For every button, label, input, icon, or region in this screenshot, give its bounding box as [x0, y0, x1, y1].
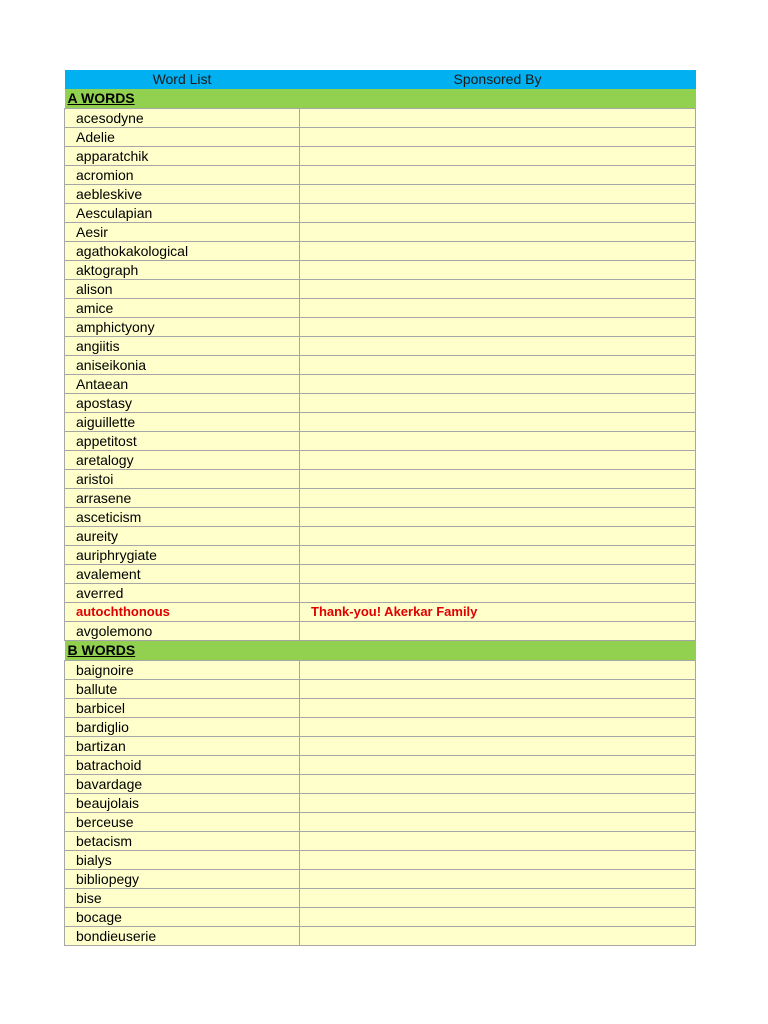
word-cell: Antaean — [65, 375, 300, 394]
sponsor-cell — [300, 128, 696, 147]
word-cell: aktograph — [65, 261, 300, 280]
table-header-row — [65, 70, 696, 89]
word-cell: angiitis — [65, 337, 300, 356]
table-row — [65, 166, 696, 185]
word-cell: Aesculapian — [65, 204, 300, 223]
word-cell: betacism — [65, 832, 300, 851]
table-body — [65, 89, 696, 946]
sponsor-cell — [300, 185, 696, 204]
word-cell: aureity — [65, 527, 300, 546]
sponsor-cell — [300, 756, 696, 775]
word-cell: bise — [65, 889, 300, 908]
sponsor-cell — [300, 718, 696, 737]
table-row — [65, 128, 696, 147]
word-cell: bibliopegy — [65, 870, 300, 889]
word-cell: acesodyne — [65, 109, 300, 128]
table-row — [65, 832, 696, 851]
word-cell: bialys — [65, 851, 300, 870]
word-cell: baignoire — [65, 661, 300, 680]
word-cell: autochthonous — [65, 603, 300, 622]
sponsor-cell — [300, 413, 696, 432]
table-row — [65, 261, 696, 280]
sponsor-cell — [300, 870, 696, 889]
sponsor-cell — [300, 470, 696, 489]
sponsored-by-column-header: Sponsored By — [300, 70, 696, 89]
sponsor-cell — [300, 813, 696, 832]
table-row — [65, 432, 696, 451]
sponsor-cell — [300, 908, 696, 927]
word-cell: aebleskive — [65, 185, 300, 204]
word-cell: auriphrygiate — [65, 546, 300, 565]
table-row — [65, 223, 696, 242]
word-cell: avalement — [65, 565, 300, 584]
word-cell: bardiglio — [65, 718, 300, 737]
word-list-table — [64, 70, 696, 946]
sponsor-cell — [300, 223, 696, 242]
word-cell: amphictyony — [65, 318, 300, 337]
sponsor-cell — [300, 622, 696, 641]
sponsor-cell — [300, 832, 696, 851]
section-title: B WORDS — [65, 641, 696, 661]
table-row — [65, 794, 696, 813]
sponsor-cell — [300, 737, 696, 756]
table-row — [65, 204, 696, 223]
word-cell: averred — [65, 584, 300, 603]
sponsor-cell — [300, 318, 696, 337]
sponsor-cell — [300, 889, 696, 908]
word-cell: alison — [65, 280, 300, 299]
sponsor-cell — [300, 508, 696, 527]
table-row — [65, 737, 696, 756]
sponsor-cell — [300, 451, 696, 470]
word-cell: aristoi — [65, 470, 300, 489]
table-row — [65, 489, 696, 508]
section-header-row — [65, 641, 696, 661]
word-cell: arrasene — [65, 489, 300, 508]
word-cell: aniseikonia — [65, 356, 300, 375]
table-row — [65, 413, 696, 432]
sponsor-cell — [300, 851, 696, 870]
section-title: A WORDS — [65, 89, 696, 109]
table-row — [65, 927, 696, 946]
word-cell: appetitost — [65, 432, 300, 451]
table-row — [65, 546, 696, 565]
table-row — [65, 470, 696, 489]
sponsor-cell — [300, 927, 696, 946]
sponsor-cell — [300, 775, 696, 794]
word-cell: bondieuserie — [65, 927, 300, 946]
word-cell: batrachoid — [65, 756, 300, 775]
sponsor-cell — [300, 261, 696, 280]
table-row — [65, 584, 696, 603]
table-row — [65, 147, 696, 166]
word-cell: acromion — [65, 166, 300, 185]
sponsor-cell — [300, 794, 696, 813]
table-row — [65, 451, 696, 470]
word-cell: Aesir — [65, 223, 300, 242]
sponsor-cell — [300, 166, 696, 185]
sponsor-cell — [300, 680, 696, 699]
table-row — [65, 109, 696, 128]
table-row — [65, 908, 696, 927]
word-cell: ballute — [65, 680, 300, 699]
table-row — [65, 813, 696, 832]
sponsor-cell — [300, 394, 696, 413]
table-row — [65, 337, 696, 356]
table-row — [65, 508, 696, 527]
sponsor-cell — [300, 356, 696, 375]
table-row — [65, 280, 696, 299]
word-cell: barbicel — [65, 699, 300, 718]
word-cell: bocage — [65, 908, 300, 927]
word-list-column-header: Word List — [65, 70, 300, 89]
word-cell: aretalogy — [65, 451, 300, 470]
word-cell: avgolemono — [65, 622, 300, 641]
table-row — [65, 356, 696, 375]
sponsor-cell — [300, 299, 696, 318]
sponsor-cell — [300, 546, 696, 565]
sponsor-cell — [300, 147, 696, 166]
sponsor-cell — [300, 337, 696, 356]
sponsor-cell — [300, 584, 696, 603]
sponsor-cell — [300, 661, 696, 680]
table-row — [65, 775, 696, 794]
word-cell: beaujolais — [65, 794, 300, 813]
word-cell: aiguillette — [65, 413, 300, 432]
word-cell: Adelie — [65, 128, 300, 147]
word-cell: apparatchik — [65, 147, 300, 166]
table-row — [65, 718, 696, 737]
table-row — [65, 318, 696, 337]
table-row — [65, 394, 696, 413]
table-row — [65, 603, 696, 622]
table-row — [65, 622, 696, 641]
table-row — [65, 565, 696, 584]
word-cell: agathokakological — [65, 242, 300, 261]
sponsor-cell — [300, 280, 696, 299]
word-cell: bavardage — [65, 775, 300, 794]
table-row — [65, 680, 696, 699]
table-row — [65, 527, 696, 546]
table-row — [65, 185, 696, 204]
sponsor-cell — [300, 699, 696, 718]
table-row — [65, 242, 696, 261]
table-row — [65, 756, 696, 775]
sponsor-cell — [300, 375, 696, 394]
word-cell: bartizan — [65, 737, 300, 756]
table-row — [65, 851, 696, 870]
sponsor-cell — [300, 489, 696, 508]
sponsor-cell — [300, 242, 696, 261]
sponsor-cell — [300, 527, 696, 546]
section-header-row — [65, 89, 696, 109]
sponsor-cell — [300, 204, 696, 223]
sponsor-cell: Thank-you! Akerkar Family — [300, 603, 696, 622]
sponsor-cell — [300, 432, 696, 451]
word-cell: asceticism — [65, 508, 300, 527]
table-row — [65, 299, 696, 318]
word-cell: amice — [65, 299, 300, 318]
table-row — [65, 870, 696, 889]
table-row — [65, 889, 696, 908]
word-cell: apostasy — [65, 394, 300, 413]
table-row — [65, 375, 696, 394]
table-row — [65, 699, 696, 718]
sponsor-cell — [300, 565, 696, 584]
sponsor-cell — [300, 109, 696, 128]
word-cell: berceuse — [65, 813, 300, 832]
table-row — [65, 661, 696, 680]
